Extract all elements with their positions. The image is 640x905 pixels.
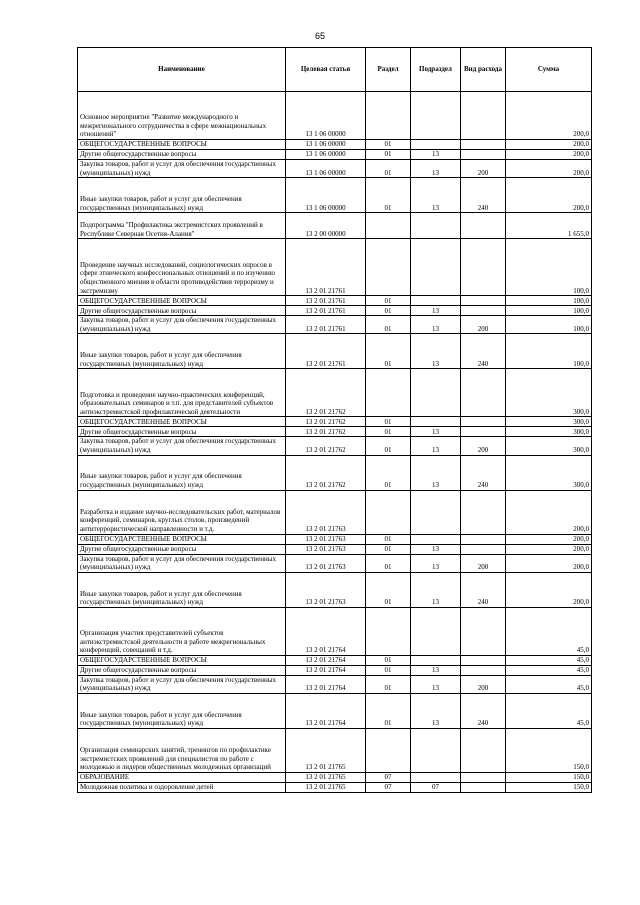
cell-expense-type: 200 [461,675,506,693]
cell-name: Иные закупки товаров, работ и услуг для обеспечения государственных (муниципальных) нужд [78,334,286,369]
cell-sum: 150,0 [506,728,592,772]
cell-expense-type [461,490,506,534]
cell-target: 13 2 01 21764 [286,675,366,693]
table-row [78,728,592,772]
cell-section: 01 [366,693,411,728]
cell-subsection [411,655,461,665]
cell-sum: 200,0 [506,150,592,160]
cell-sum: 150,0 [506,782,592,792]
cell-target: 13 2 01 21761 [286,334,366,369]
cell-section [366,607,411,655]
table-row [78,178,592,213]
cell-sum: 200,0 [506,544,592,554]
table-row [78,306,592,316]
cell-target: 13 2 01 21761 [286,296,366,306]
cell-expense-type [461,369,506,417]
cell-expense-type: 200 [461,160,506,178]
cell-section: 01 [366,655,411,665]
cell-subsection: 13 [411,316,461,334]
cell-name: Молодежная политика и оздоровление детей [78,782,286,792]
cell-section: 01 [366,140,411,150]
cell-sum: 300,0 [506,437,592,455]
cell-sum: 100,0 [506,239,592,296]
cell-target: 13 2 01 21762 [286,417,366,427]
cell-section: 01 [366,306,411,316]
cell-name: Разработка и издание научно-исследовательских работ, материалов конференций, семинаров, круглых столов, произведений антитеррористической направленности и т.д. [78,490,286,534]
table-row [78,572,592,607]
cell-name: Иные закупки товаров, работ и услуг для обеспечения государственных (муниципальных) нужд [78,178,286,213]
cell-sum: 200,0 [506,534,592,544]
cell-section: 07 [366,772,411,782]
table-body [78,92,592,793]
cell-subsection [411,417,461,427]
cell-subsection [411,213,461,239]
cell-section [366,490,411,534]
cell-subsection: 13 [411,306,461,316]
cell-expense-type [461,427,506,437]
cell-subsection: 13 [411,675,461,693]
cell-target: 13 2 01 21764 [286,655,366,665]
table-header [78,48,592,92]
cell-section: 01 [366,417,411,427]
cell-name: Подготовка и проведение научно-практических конференций, образовательных семинаров и т.п. для представителей субъектов антиэкстремистской профилактической деятельности [78,369,286,417]
cell-expense-type [461,782,506,792]
cell-section: 01 [366,455,411,490]
cell-name: Закупка товаров, работ и услуг для обеспечения государственных (муниципальных) нужд [78,675,286,693]
table-row [78,437,592,455]
cell-name: Другие общегосударственные вопросы [78,427,286,437]
cell-section: 01 [366,572,411,607]
cell-subsection: 13 [411,427,461,437]
cell-subsection: 13 [411,544,461,554]
cell-expense-type [461,296,506,306]
cell-name: Закупка товаров, работ и услуг для обеспечения государственных (муниципальных) нужд [78,554,286,572]
cell-sum: 300,0 [506,455,592,490]
cell-name: Иные закупки товаров, работ и услуг для обеспечения государственных (муниципальных) нужд [78,572,286,607]
cell-name: ОБЩЕГОСУДАРСТВЕННЫЕ ВОПРОСЫ [78,296,286,306]
header-section: Раздел [366,48,411,92]
cell-section: 01 [366,544,411,554]
table-row [78,544,592,554]
cell-sum: 200,0 [506,554,592,572]
cell-expense-type [461,140,506,150]
table-row [78,782,592,792]
cell-section: 01 [366,160,411,178]
cell-sum: 45,0 [506,655,592,665]
cell-name: Проведение научных исследований, социологических опросов в сфере этнического конфессиональных отношений и по изучению общественного мнения в области противодействия терроризму и экстремизму [78,239,286,296]
cell-target: 13 2 01 21763 [286,572,366,607]
cell-subsection: 13 [411,665,461,675]
cell-target: 13 2 01 21762 [286,369,366,417]
cell-expense-type [461,239,506,296]
cell-expense-type: 240 [461,178,506,213]
cell-sum: 300,0 [506,369,592,417]
cell-subsection [411,369,461,417]
cell-target: 13 2 01 21764 [286,665,366,675]
table-row [78,296,592,306]
cell-sum: 200,0 [506,490,592,534]
cell-expense-type [461,728,506,772]
cell-sum: 300,0 [506,417,592,427]
cell-expense-type [461,213,506,239]
cell-expense-type [461,607,506,655]
cell-section [366,92,411,140]
table-row [78,417,592,427]
cell-target: 13 2 01 21761 [286,316,366,334]
cell-subsection: 13 [411,437,461,455]
cell-section: 01 [366,437,411,455]
cell-section [366,728,411,772]
cell-target: 13 2 01 21761 [286,306,366,316]
cell-target: 13 1 06 00000 [286,140,366,150]
header-name: Наименование [78,48,286,92]
cell-expense-type [461,655,506,665]
budget-table [77,47,592,793]
table-row [78,427,592,437]
table-row [78,150,592,160]
cell-section [366,369,411,417]
table-row [78,607,592,655]
cell-expense-type [461,772,506,782]
cell-sum: 1 655,0 [506,213,592,239]
cell-expense-type [461,92,506,140]
cell-expense-type [461,150,506,160]
cell-name: ОБЩЕГОСУДАРСТВЕННЫЕ ВОПРОСЫ [78,655,286,665]
table-row [78,369,592,417]
cell-section: 01 [366,178,411,213]
cell-section: 01 [366,427,411,437]
cell-subsection [411,490,461,534]
cell-name: Организация участия представителей субъектов антиэкстремистской деятельности в работе межрегиональных конференций, совещаний и т.д. [78,607,286,655]
cell-sum: 45,0 [506,607,592,655]
cell-subsection: 13 [411,334,461,369]
cell-name: Закупка товаров, работ и услуг для обеспечения государственных (муниципальных) нужд [78,437,286,455]
table-row [78,213,592,239]
cell-sum: 45,0 [506,675,592,693]
cell-section: 01 [366,675,411,693]
cell-section: 01 [366,554,411,572]
cell-expense-type [461,534,506,544]
cell-expense-type: 240 [461,693,506,728]
cell-subsection [411,728,461,772]
cell-section [366,239,411,296]
cell-subsection: 13 [411,572,461,607]
cell-name: Основное мероприятие "Развитие международного и межрегионального сотрудничества в сфере межнациональных отношений" [78,92,286,140]
header-expense-type: Вид расхода [461,48,506,92]
cell-expense-type [461,306,506,316]
table-row [78,655,592,665]
cell-name: Подпрограмма "Профилактика экстремистских проявлений в Республике Северная Осетия-Алания" [78,213,286,239]
table-row [78,140,592,150]
table-row [78,772,592,782]
cell-target: 13 2 01 21763 [286,554,366,572]
cell-section: 01 [366,316,411,334]
cell-sum: 100,0 [506,316,592,334]
cell-target: 13 2 01 21764 [286,693,366,728]
table-row [78,334,592,369]
cell-name: ОБЩЕГОСУДАРСТВЕННЫЕ ВОПРОСЫ [78,140,286,150]
cell-sum: 200,0 [506,92,592,140]
cell-target: 13 2 01 21762 [286,455,366,490]
cell-target: 13 2 01 21763 [286,534,366,544]
cell-name: Иные закупки товаров, работ и услуг для обеспечения государственных (муниципальных) нужд [78,455,286,490]
cell-name: ОБЩЕГОСУДАРСТВЕННЫЕ ВОПРОСЫ [78,534,286,544]
cell-sum: 45,0 [506,693,592,728]
cell-section: 01 [366,296,411,306]
cell-subsection: 13 [411,693,461,728]
cell-target: 13 2 01 21765 [286,782,366,792]
cell-section: 01 [366,334,411,369]
cell-sum: 200,0 [506,178,592,213]
table-row [78,316,592,334]
cell-subsection: 13 [411,178,461,213]
table-row [78,534,592,544]
cell-name: ОБЩЕГОСУДАРСТВЕННЫЕ ВОПРОСЫ [78,417,286,427]
cell-name: Другие общегосударственные вопросы [78,306,286,316]
header-sum: Сумма [506,48,592,92]
cell-target: 13 2 01 21762 [286,427,366,437]
cell-expense-type [461,544,506,554]
header-subsection: Подраздел [411,48,461,92]
cell-name: Другие общегосударственные вопросы [78,544,286,554]
cell-subsection: 13 [411,150,461,160]
table-row [78,490,592,534]
cell-expense-type: 200 [461,554,506,572]
cell-sum: 200,0 [506,160,592,178]
cell-expense-type: 240 [461,455,506,490]
table-row [78,92,592,140]
cell-section: 01 [366,150,411,160]
cell-target: 13 2 01 21762 [286,437,366,455]
table-row [78,160,592,178]
cell-name: Закупка товаров, работ и услуг для обеспечения государственных (муниципальных) нужд [78,160,286,178]
cell-sum: 100,0 [506,334,592,369]
cell-target: 13 1 06 00000 [286,92,366,140]
cell-section: 01 [366,534,411,544]
cell-target: 13 2 00 00000 [286,213,366,239]
cell-expense-type: 200 [461,437,506,455]
cell-expense-type: 240 [461,572,506,607]
cell-section [366,213,411,239]
cell-subsection [411,772,461,782]
cell-name: Организация семинарских занятий, тренингов по профилактике экстремистских проявлений для специалистов по работе с молодежью и лидеров общественных молодежных организаций [78,728,286,772]
cell-subsection [411,296,461,306]
cell-subsection: 07 [411,782,461,792]
cell-name: Иные закупки товаров, работ и услуг для обеспечения государственных (муниципальных) нужд [78,693,286,728]
cell-expense-type [461,417,506,427]
table-row [78,239,592,296]
cell-target: 13 2 01 21764 [286,607,366,655]
cell-name: Другие общегосударственные вопросы [78,665,286,675]
cell-expense-type: 200 [461,316,506,334]
cell-name: ОБРАЗОВАНИЕ [78,772,286,782]
table-row [78,455,592,490]
cell-subsection: 13 [411,455,461,490]
cell-sum: 200,0 [506,140,592,150]
cell-target: 13 1 06 00000 [286,178,366,213]
cell-target: 13 2 01 21763 [286,544,366,554]
cell-expense-type [461,665,506,675]
header-target: Целевая статья [286,48,366,92]
cell-sum: 200,0 [506,572,592,607]
cell-expense-type: 240 [461,334,506,369]
cell-target: 13 2 01 21763 [286,490,366,534]
cell-subsection [411,140,461,150]
cell-sum: 100,0 [506,296,592,306]
cell-subsection [411,239,461,296]
cell-section: 01 [366,665,411,675]
cell-name: Другие общегосударственные вопросы [78,150,286,160]
cell-target: 13 2 01 21761 [286,239,366,296]
cell-sum: 150,0 [506,772,592,782]
cell-sum: 100,0 [506,306,592,316]
cell-name: Закупка товаров, работ и услуг для обеспечения государственных (муниципальных) нужд [78,316,286,334]
cell-sum: 45,0 [506,665,592,675]
cell-subsection [411,607,461,655]
cell-subsection [411,534,461,544]
cell-section: 07 [366,782,411,792]
cell-subsection [411,92,461,140]
cell-subsection: 13 [411,554,461,572]
table-row [78,675,592,693]
cell-target: 13 1 06 00000 [286,150,366,160]
cell-subsection: 13 [411,160,461,178]
table-row [78,554,592,572]
page-number: 65 [314,31,325,41]
cell-target: 13 2 01 21765 [286,772,366,782]
cell-sum: 300,0 [506,427,592,437]
cell-target: 13 2 01 21765 [286,728,366,772]
table-row [78,665,592,675]
cell-target: 13 1 06 00000 [286,160,366,178]
table-row [78,693,592,728]
